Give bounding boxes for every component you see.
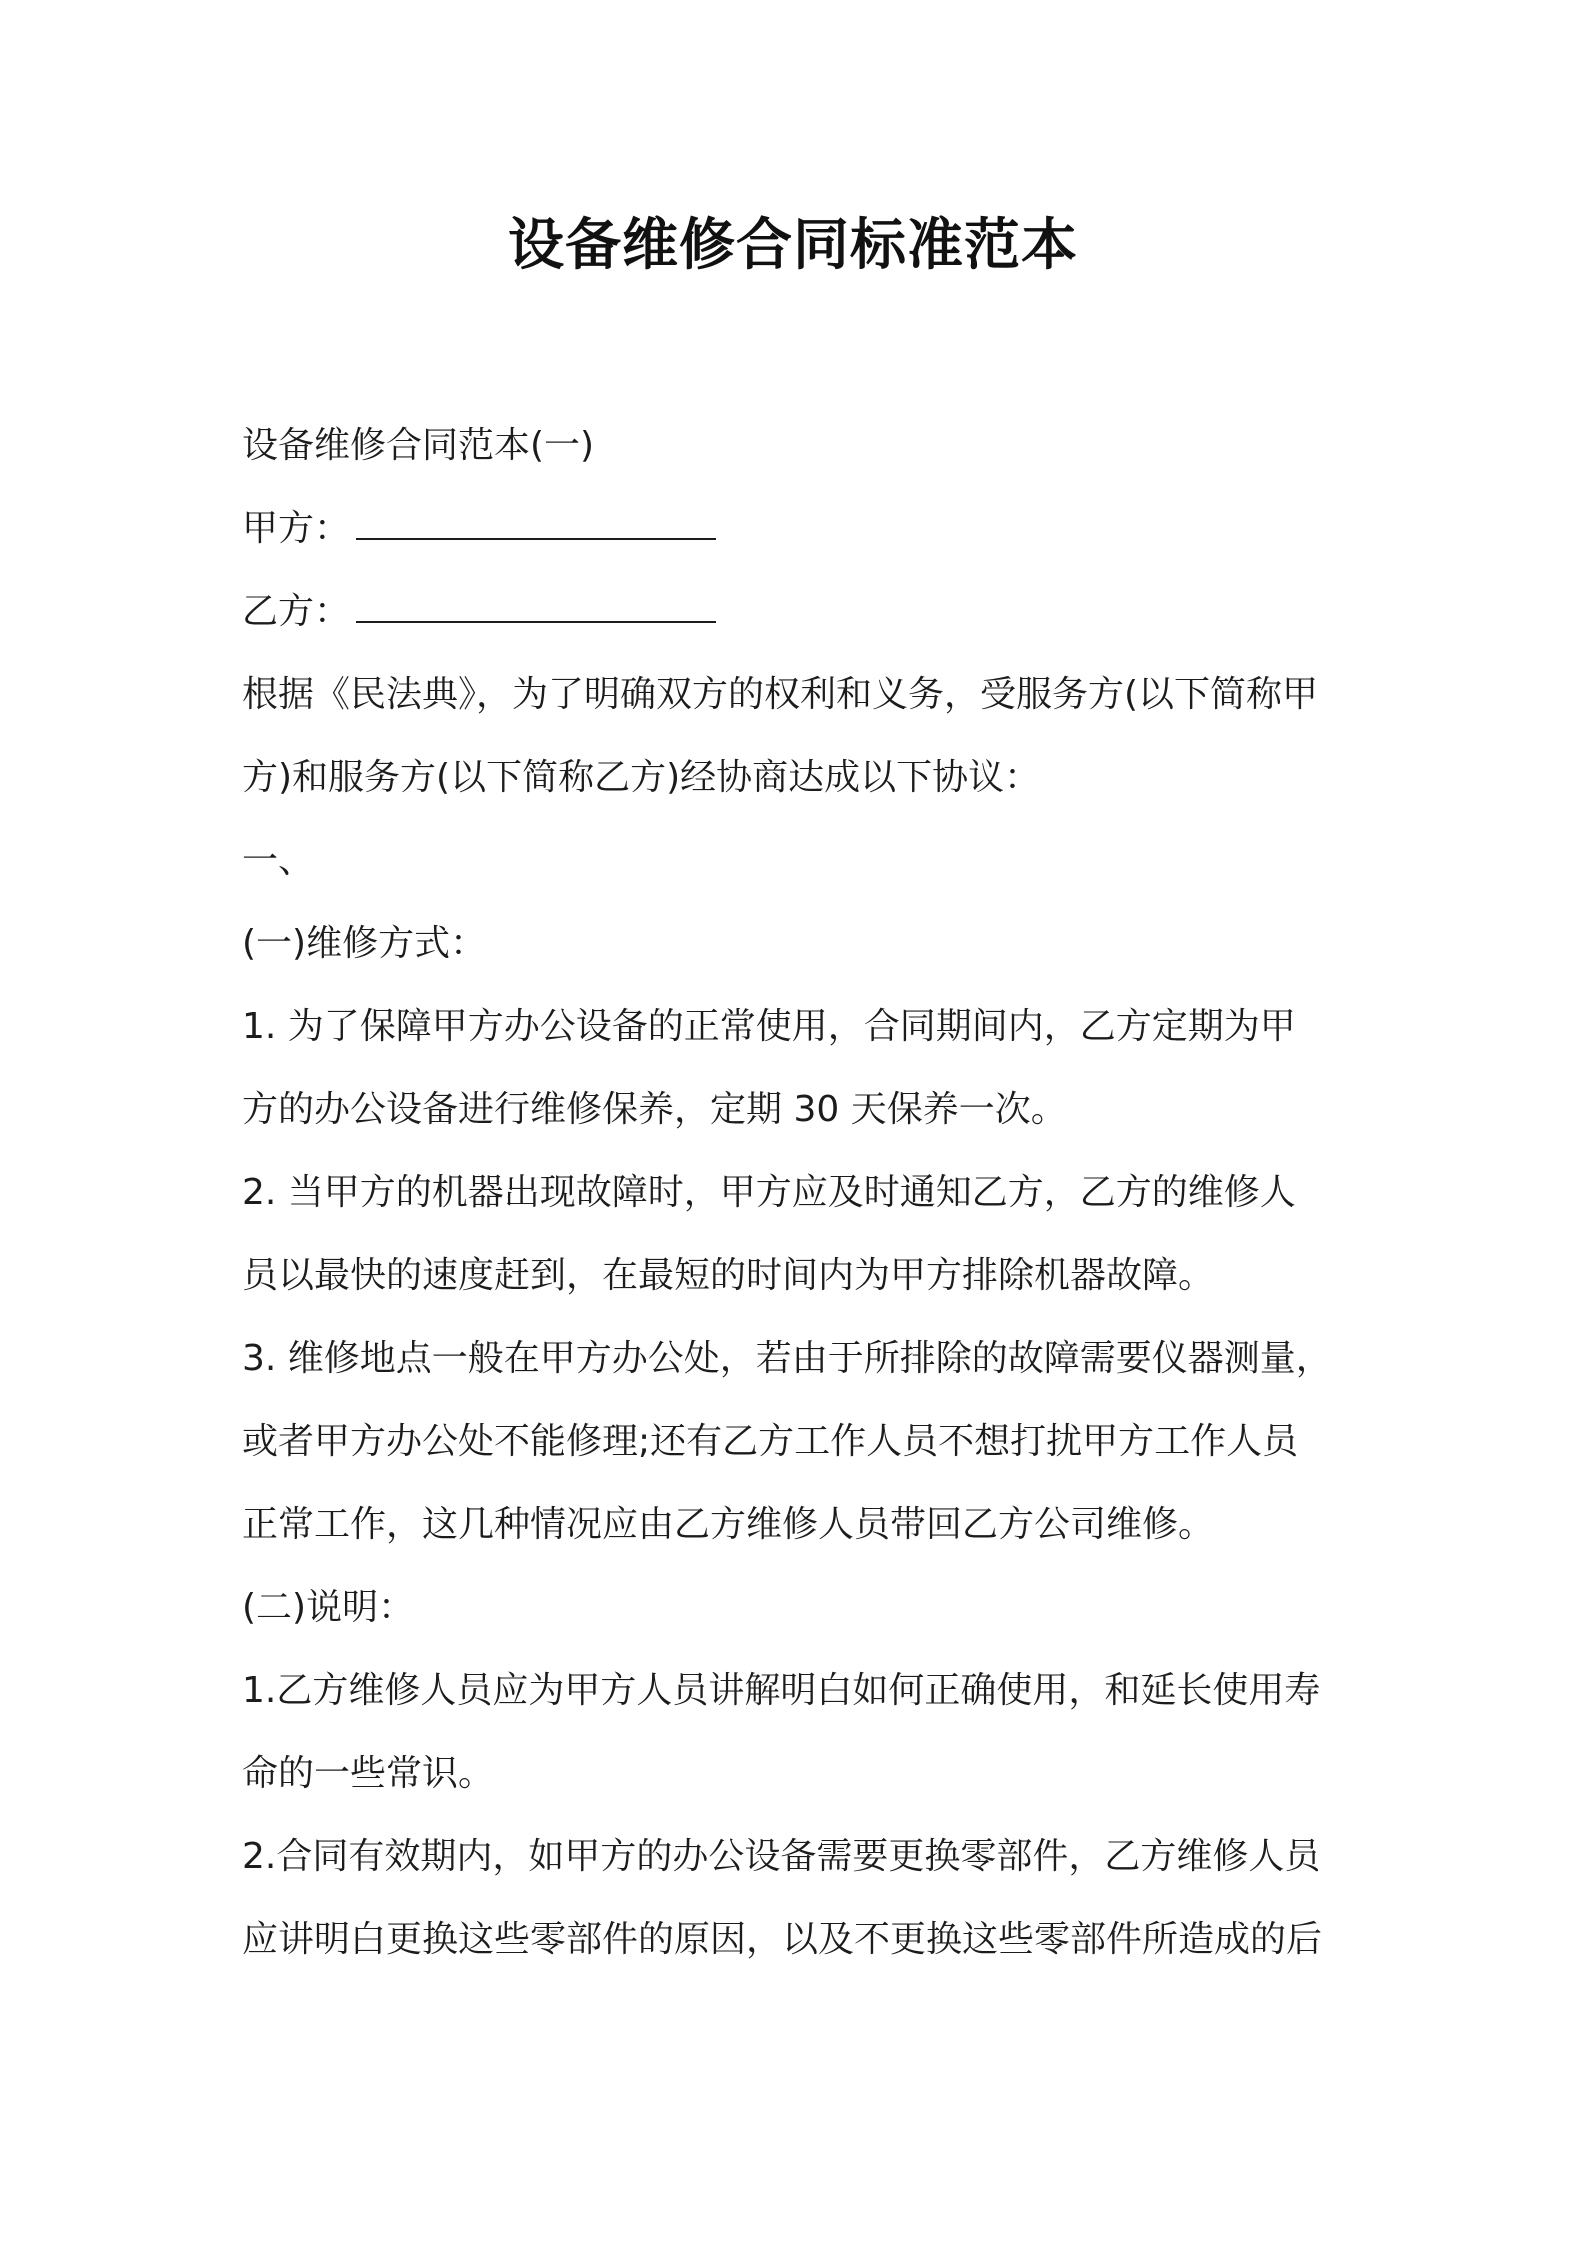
paragraph-line: 或者甲方办公处不能修理;还有乙方工作人员不想打扰甲方工作人员 (242, 1421, 1299, 1462)
document-title: 设备维修合同标准范本 (508, 213, 1078, 278)
party-a-label: 甲方： (242, 508, 351, 549)
paragraph-line: 正常工作，这几种情况应由乙方维修人员带回乙方公司维修。 (242, 1504, 1215, 1545)
section-heading: 设备维修合同范本(一) (242, 425, 595, 466)
paragraph-line: 3. 维修地点一般在甲方办公处，若由于所排除的故障需要仪器测量， (242, 1338, 1332, 1379)
party-b-line (242, 570, 1354, 653)
paragraph-line: 1.乙方维修人员应为甲方人员讲解明白如何正确使用，和延长使用寿 (242, 1670, 1321, 1711)
party-a-line (242, 487, 1354, 570)
paragraph-line: 应讲明白更换这些零部件的原因，以及不更换这些零部件所造成的后 (242, 1919, 1323, 1960)
document-body (242, 404, 1354, 1981)
subsection-heading: (一)维修方式： (242, 923, 487, 964)
paragraph-line: 方)和服务方(以下简称乙方)经协商达成以下协议： (242, 757, 1041, 798)
paragraph-line: 2.合同有效期内，如甲方的办公设备需要更换零部件，乙方维修人员 (242, 1836, 1321, 1877)
party-b-blank (356, 591, 716, 623)
party-b-label: 乙方： (242, 591, 351, 632)
paragraph-line: 根据《民法典》，为了明确双方的权利和义务，受服务方(以下简称甲 (242, 674, 1319, 715)
paragraph-line: 方的办公设备进行维修保养，定期 30 天保养一次。 (242, 1089, 1067, 1130)
paragraph-line: 2. 当甲方的机器出现故障时，甲方应及时通知乙方，乙方的维修人 (242, 1172, 1296, 1213)
clause-number: 一、 (242, 840, 315, 881)
paragraph-line: 员以最快的速度赶到，在最短的时间内为甲方排除机器故障。 (242, 1255, 1215, 1296)
paragraph-line: 命的一些常识。 (242, 1753, 495, 1794)
subsection-heading: (二)说明： (242, 1587, 415, 1628)
party-a-blank (356, 508, 716, 540)
paragraph-line: 1. 为了保障甲方办公设备的正常使用，合同期间内，乙方定期为甲 (242, 1006, 1296, 1047)
